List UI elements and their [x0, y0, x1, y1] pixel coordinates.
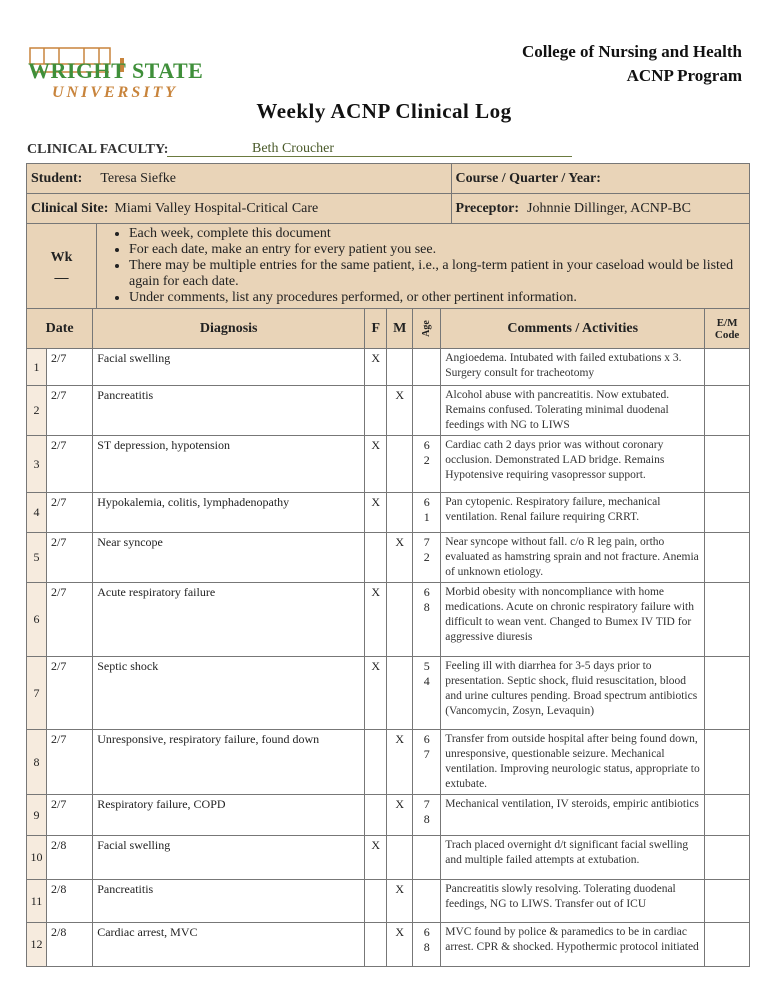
female-cell: X	[365, 657, 387, 730]
comments-cell: Alcohol abuse with pancreatitis. Now extubated. Remains confused. Tolerating minimal duodenal feedings with NG to LIWS	[441, 386, 705, 436]
comments-cell: Feeling ill with diarrhea for 3-5 days prior to presentation. Septic shock, fluid resuscitation, blood and urine cultures pending. Broad spectrum antibiotics (Vancomycin, Zosyn, Levaquin)	[441, 657, 705, 730]
instruction-item: • Each week, complete this document	[129, 226, 745, 242]
course-label: Course / Quarter / Year:	[455, 170, 601, 186]
date-cell: 2/7	[47, 583, 93, 657]
date-cell: 2/7	[47, 730, 93, 795]
male-cell	[387, 657, 413, 730]
age-cell	[413, 880, 441, 923]
row-number: 1	[27, 349, 47, 386]
age-cell: 78	[413, 795, 441, 836]
female-cell	[365, 923, 387, 967]
date-cell: 2/7	[47, 386, 93, 436]
em-code-cell	[705, 533, 750, 583]
comments-cell: Morbid obesity with noncompliance with home medications. Acute on chronic respiratory failure with difficult to wean vent. Changed to Bumex IV TID for aggressive diuresis	[441, 583, 705, 657]
table-row	[27, 880, 750, 923]
instructions-list	[101, 226, 745, 306]
female-cell	[365, 386, 387, 436]
faculty-label: CLINICAL FACULTY:	[27, 142, 169, 157]
diagnosis-cell: Unresponsive, respiratory failure, found down	[93, 730, 365, 795]
logo-university: UNIVERSITY	[52, 84, 179, 101]
em-code-cell	[705, 583, 750, 657]
logo-wordmark: WRIGHT STATE	[28, 58, 204, 83]
diagnosis-cell: Pancreatitis	[93, 386, 365, 436]
male-cell: X	[387, 730, 413, 795]
age-cell: 72	[413, 533, 441, 583]
col-date: Date	[27, 309, 93, 349]
diagnosis-cell: Facial swelling	[93, 349, 365, 386]
week-label: Wk	[50, 250, 73, 265]
instruction-item: • Under comments, list any procedures performed, or other pertinent information.	[129, 290, 745, 306]
male-cell	[387, 436, 413, 493]
faculty-value: Beth Croucher	[167, 141, 572, 157]
female-cell	[365, 730, 387, 795]
date-cell: 2/7	[47, 657, 93, 730]
page-title: Weekly ACNP Clinical Log	[256, 99, 512, 123]
age-cell	[413, 836, 441, 880]
em-code-cell	[705, 795, 750, 836]
male-cell: X	[387, 795, 413, 836]
male-cell	[387, 493, 413, 533]
em-code-cell	[705, 493, 750, 533]
diagnosis-cell: Respiratory failure, COPD	[93, 795, 365, 836]
row-number: 12	[27, 923, 47, 967]
col-f: F	[365, 309, 387, 349]
female-cell	[365, 880, 387, 923]
site-cell	[27, 194, 452, 224]
col-age	[413, 309, 441, 349]
age-cell	[413, 386, 441, 436]
diagnosis-cell: ST depression, hypotension	[93, 436, 365, 493]
date-cell: 2/7	[47, 493, 93, 533]
row-number: 5	[27, 533, 47, 583]
tables-wrapper	[26, 163, 750, 967]
comments-cell: Trach placed overnight d/t significant facial swelling and multiple failed attempts at extubation.	[441, 836, 705, 880]
age-label: Age	[421, 320, 433, 337]
preceptor-label: Preceptor:	[455, 200, 519, 216]
diagnosis-cell: Near syncope	[93, 533, 365, 583]
comments-cell: Pancreatitis slowly resolving. Tolerating duodenal feedings, NG to LIWS. Transfer out of ICU	[441, 880, 705, 923]
em-code-cell	[705, 730, 750, 795]
table-row	[27, 836, 750, 880]
female-cell: X	[365, 436, 387, 493]
course-cell	[451, 164, 749, 194]
table-row	[27, 436, 750, 493]
instructions-cell	[97, 224, 750, 309]
male-cell	[387, 349, 413, 386]
row-number: 11	[27, 880, 47, 923]
em-code-cell	[705, 880, 750, 923]
col-diagnosis: Diagnosis	[93, 309, 365, 349]
comments-cell: Transfer from outside hospital after being found down, unresponsive, questionable seizure. Mechanical ventilation. Improving neurologic status, appropriate to extubate.	[441, 730, 705, 795]
em-code-cell	[705, 349, 750, 386]
table-row	[27, 657, 750, 730]
age-cell	[413, 349, 441, 386]
table-row	[27, 730, 750, 795]
age-cell: 67	[413, 730, 441, 795]
college-heading	[522, 40, 742, 88]
student-label: Student:	[31, 170, 83, 186]
diagnosis-cell: Facial swelling	[93, 836, 365, 880]
instruction-item: • There may be multiple entries for the same patient, i.e., a long-term patient in your caseload would be listed again for each date.	[129, 258, 745, 290]
date-cell: 2/7	[47, 795, 93, 836]
male-cell: X	[387, 386, 413, 436]
row-number: 10	[27, 836, 47, 880]
female-cell	[365, 795, 387, 836]
date-cell: 2/8	[47, 880, 93, 923]
diagnosis-cell: Septic shock	[93, 657, 365, 730]
age-cell: 61	[413, 493, 441, 533]
student-value: Teresa Siefke	[100, 170, 176, 186]
age-cell: 68	[413, 583, 441, 657]
male-cell: X	[387, 533, 413, 583]
row-number: 4	[27, 493, 47, 533]
table-row	[27, 533, 750, 583]
row-number: 9	[27, 795, 47, 836]
diagnosis-cell: Pancreatitis	[93, 880, 365, 923]
em-code-cell	[705, 436, 750, 493]
comments-cell: MVC found by police & paramedics to be in cardiac arrest. CPR & shocked. Hypothermic protocol initiated	[441, 923, 705, 967]
table-row	[27, 493, 750, 533]
site-label: Clinical Site:	[31, 200, 109, 216]
comments-cell: Near syncope without fall. c/o R leg pain, ortho evaluated as hamstring sprain and not fracture. Anemia of unknown etiology.	[441, 533, 705, 583]
table-row	[27, 583, 750, 657]
male-cell	[387, 836, 413, 880]
row-number: 8	[27, 730, 47, 795]
comments-cell: Cardiac cath 2 days prior was without coronary occlusion. Demonstrated LAD bridge. Remains Hypotensive requiring vasopressor support.	[441, 436, 705, 493]
table-row	[27, 349, 750, 386]
age-cell: 62	[413, 436, 441, 493]
em-code-cell	[705, 657, 750, 730]
age-cell: 54	[413, 657, 441, 730]
comments-cell: Pan cytopenic. Respiratory failure, mechanical ventilation. Renal failure requiring CRRT.	[441, 493, 705, 533]
site-value: Miami Valley Hospital-Critical Care	[114, 200, 319, 216]
male-cell: X	[387, 923, 413, 967]
preceptor-cell	[451, 194, 749, 224]
date-cell: 2/7	[47, 533, 93, 583]
diagnosis-cell: Acute respiratory failure	[93, 583, 365, 657]
clinical-log-table	[26, 308, 750, 967]
female-cell: X	[365, 349, 387, 386]
comments-cell: Mechanical ventilation, IV steroids, empiric antibiotics	[441, 795, 705, 836]
week-cell	[27, 224, 97, 309]
info-table	[26, 163, 750, 309]
date-cell: 2/8	[47, 836, 93, 880]
col-m: M	[387, 309, 413, 349]
comments-cell: Angioedema. Intubated with failed extubations x 3. Surgery consult for tracheotomy	[441, 349, 705, 386]
preceptor-value: Johnnie Dillinger, ACNP-BC	[527, 200, 691, 216]
diagnosis-cell: Hypokalemia, colitis, lymphadenopathy	[93, 493, 365, 533]
female-cell: X	[365, 583, 387, 657]
student-cell	[27, 164, 452, 194]
date-cell: 2/8	[47, 923, 93, 967]
instruction-item: • For each date, make an entry for every patient you see.	[129, 242, 745, 258]
col-comments: Comments / Activities	[441, 309, 705, 349]
college-name: College of Nursing and Health	[521, 42, 742, 61]
table-row	[27, 386, 750, 436]
date-cell: 2/7	[47, 436, 93, 493]
row-number: 2	[27, 386, 47, 436]
female-cell: X	[365, 836, 387, 880]
female-cell	[365, 533, 387, 583]
row-number: 7	[27, 657, 47, 730]
table-row	[27, 923, 750, 967]
age-cell: 68	[413, 923, 441, 967]
em-code-cell	[705, 836, 750, 880]
date-cell: 2/7	[47, 349, 93, 386]
week-value: __	[54, 266, 69, 281]
program-name: ACNP Program	[626, 66, 742, 85]
col-em-code: E/M Code	[705, 309, 750, 349]
em-code-cell	[705, 386, 750, 436]
em-code-cell	[705, 923, 750, 967]
female-cell: X	[365, 493, 387, 533]
table-row	[27, 795, 750, 836]
row-number: 6	[27, 583, 47, 657]
diagnosis-cell: Cardiac arrest, MVC	[93, 923, 365, 967]
male-cell	[387, 583, 413, 657]
male-cell: X	[387, 880, 413, 923]
row-number: 3	[27, 436, 47, 493]
